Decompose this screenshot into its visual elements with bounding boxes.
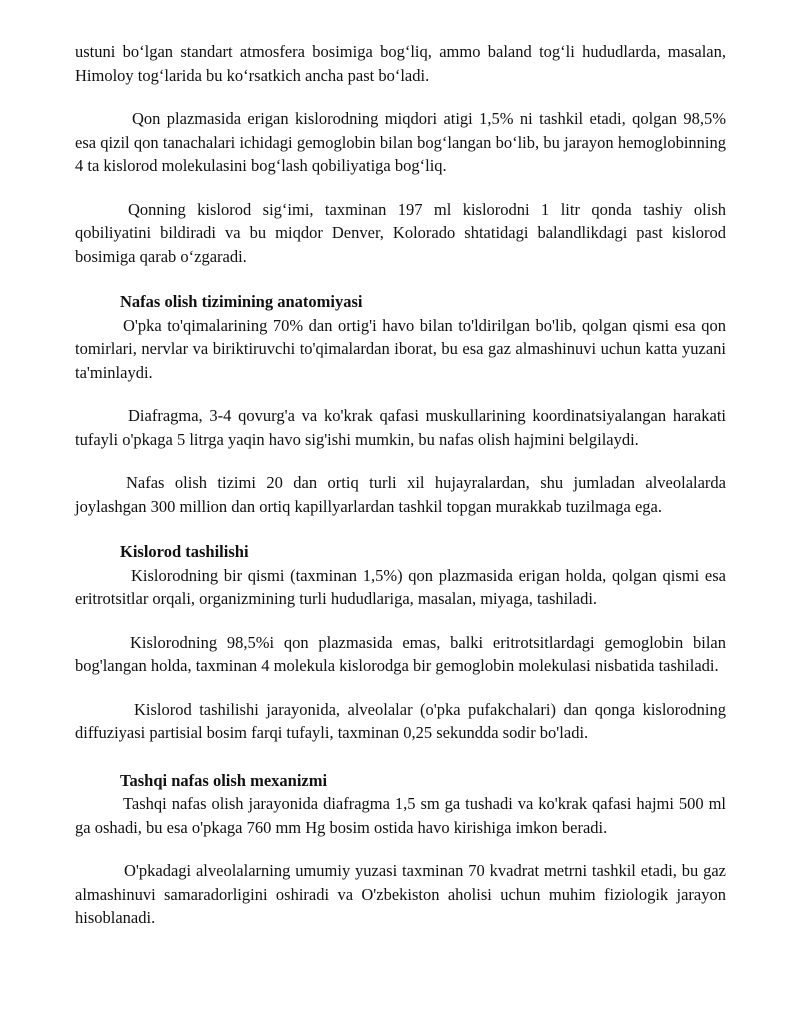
paragraph-diffusion: Kislorod tashilishi jarayonida, alveolalar (o'pka pufakchalari) dan qonga kislorodning diffuziyasi partisial bosim farqi tufayli, taxminan 0,25 sekundda sodir bo'ladi. [75, 699, 726, 742]
document-page [75, 40, 726, 930]
paragraph-external-breathing: Tashqi nafas olish jarayonida diafragma 1,5 sm ga tushadi va ko'krak qafasi hajmi 500 ml ga oshadi, bu esa o'pkaga 760 mm Hg bosim ostida havo kirishiga imkon beradi. [75, 794, 726, 837]
section-heading-anatomy: Nafas olish tizimining anatomiyasi [120, 292, 363, 311]
paragraph-cell-types: Nafas olish tizimi 20 dan ortiq turli xil hujayralardan, shu jumladan alveolalarda joylashgan 300 million dan ortiq kapillyarlardan tashkil topgan murakkab tuzilmaga ega. [75, 473, 726, 516]
paragraph-continuation: ustuni bo‘lgan standart atmosfera bosimiga bog‘liq, ammo baland tog‘li hududlarda, masalan, Himoloy tog‘larida bu ko‘rsatkich ancha past bo‘ladi. [75, 42, 726, 85]
paragraph-oxygen-part: Kislorodning bir qismi (taxminan 1,5%) qon plazmasida erigan holda, qolgan qismi esa eritrotsitlar orqali, organizmining turli hududlariga, masalan, miyaga, tashiladi. [75, 565, 726, 608]
paragraph-plasma-oxygen: Qon plazmasida erigan kislorodning miqdori atigi 1,5% ni tashkil etadi, qolgan 98,5% esa qizil qon tanachalari ichidagi gemoglobin bilan bog‘langan bo‘lib, bu jarayon hemoglobinning 4 ta kislorod molekulasini bog‘lash qobiliyatiga bog‘liq. [75, 109, 726, 175]
paragraph-hemoglobin-bound: Kislorodning 98,5%i qon plazmasida emas, balki eritrotsitlardagi gemoglobin bilan bog'langan holda, taxminan 4 molekula kislorodga bir gemoglobin molekulasi nisbatida tashiladi. [75, 632, 726, 675]
section-heading-transport: Kislorod tashilishi [120, 542, 249, 561]
paragraph-alveoli-surface: O'pkadagi alveolalarning umumiy yuzasi taxminan 70 kvadrat metrni tashkil etadi, bu gaz almashinuvi samaradorligini oshiradi va O'zbekiston aholisi uchun muhim fiziologik jarayon hisoblanadi. [75, 861, 726, 927]
paragraph-diaphragm: Diafragma, 3-4 qovurg'a va ko'krak qafasi muskullarining koordinatsiyalangan harakati tufayli o'pkaga 5 litrga yaqin havo sig'ishi mumkin, bu nafas olish hajmini belgilaydi. [75, 406, 726, 449]
paragraph-oxygen-capacity: Qonning kislorod sig‘imi, taxminan 197 ml kislorodni 1 litr qonda tashiy olish qobiliyatini bildiradi va bu miqdor Denver, Kolorado shtatidagi balandlikdagi past kislorod bosimiga qarab o‘zgaradi. [75, 199, 726, 266]
paragraph-lung-tissue: O'pka to'qimalarining 70% dan ortig'i havo bilan to'ldirilgan bo'lib, qolgan qismi esa qon tomirlari, nervlar va biriktiruvchi to'qimalardan iborat, bu esa gaz almashinuvi uchun katta yuzani ta'minlaydi. [75, 315, 726, 382]
section-heading-mechanism: Tashqi nafas olish mexanizmi [120, 770, 328, 790]
